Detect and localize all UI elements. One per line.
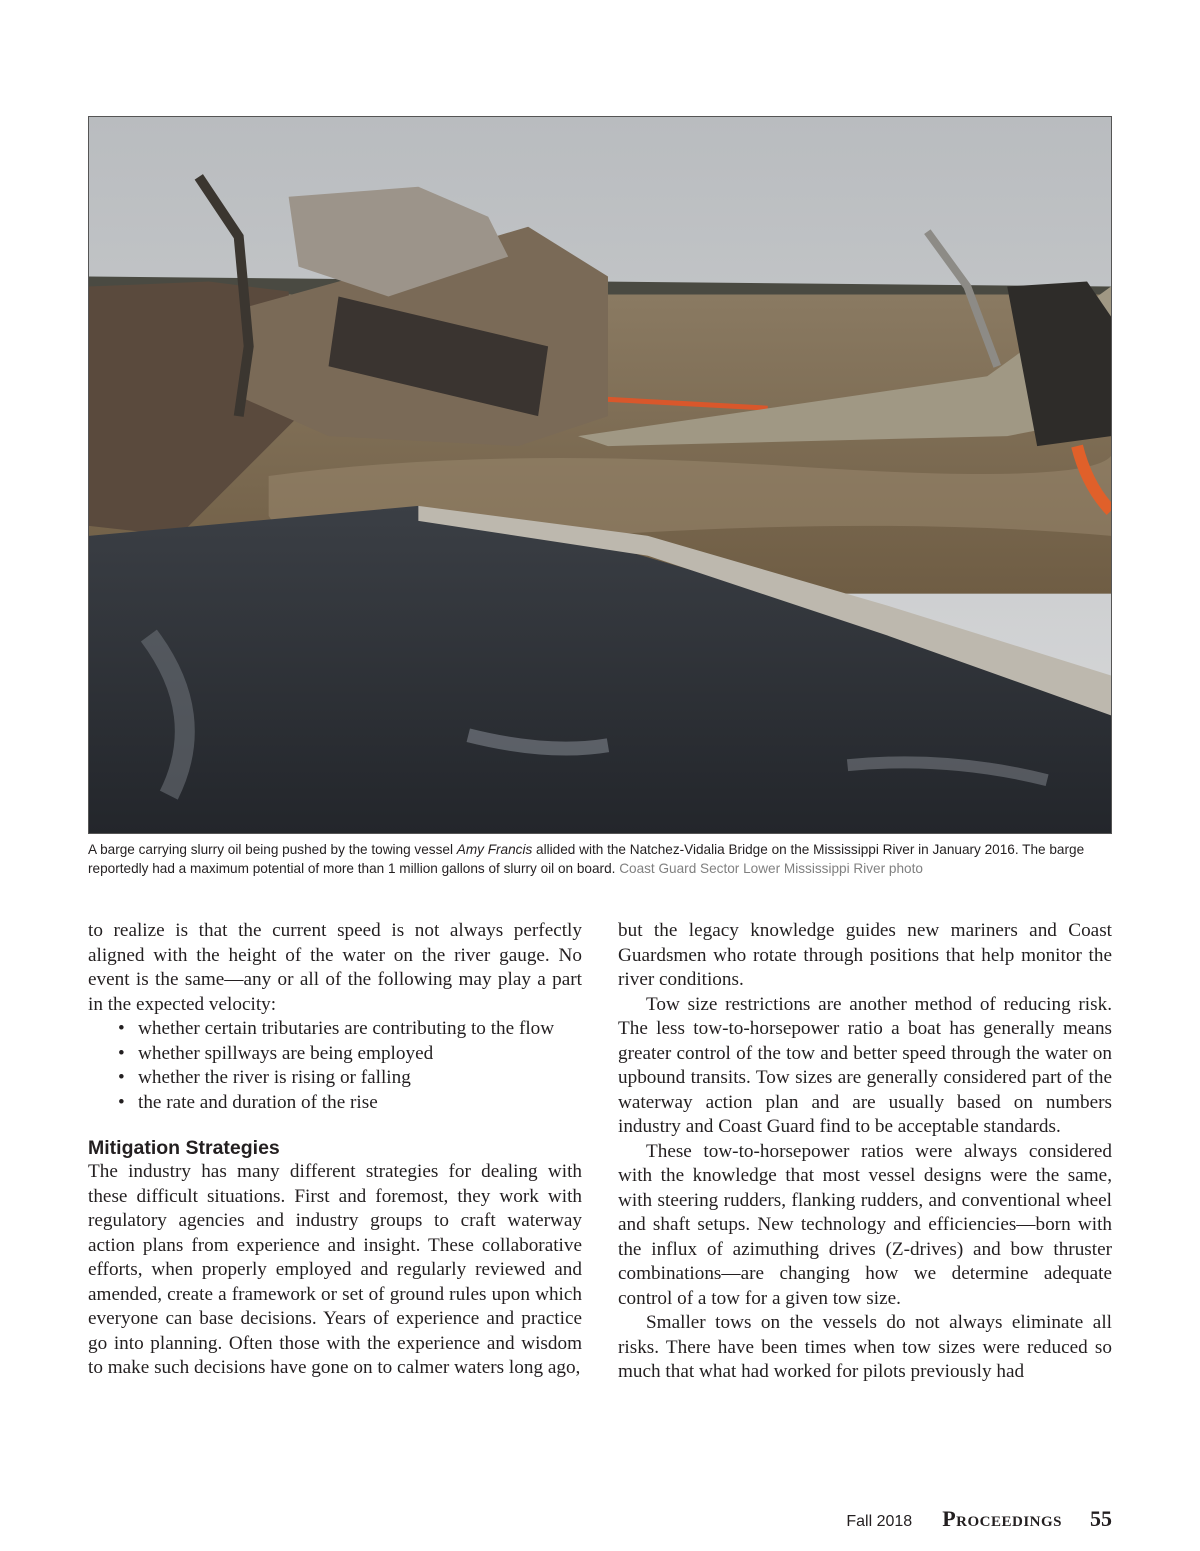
- list-item: • the rate and duration of the rise: [88, 1091, 582, 1116]
- list-item: • whether certain tributaries are contributing to the flow: [88, 1017, 582, 1042]
- page-footer: [846, 1506, 1112, 1532]
- left-intro-paragraph: to realize is that the current speed is not always perfectly aligned with the height of the water on the river gauge. No event is the same—any or all of the following may play a part in the expected velocity:: [88, 920, 582, 1015]
- right-paragraph: Tow size restrictions are another method of reducing risk. The less tow-to-horsepower ratio a boat has generally means greater control of the tow and better speed through the water on upbound transits. Tow sizes are generally considered part of the waterway action plan and are usually based on numbers industry and Coast Guard find to be acceptable standards.: [618, 993, 1112, 1137]
- right-column: [618, 919, 1112, 1385]
- issue-label: Fall 2018: [846, 1513, 913, 1530]
- velocity-factors-list: [88, 1017, 582, 1115]
- list-item: • whether spillways are being employed: [88, 1042, 582, 1067]
- mitigation-paragraph: The industry has many different strategies for dealing with these difficult situations. First and foremost, they work with regulatory agencies and industry groups to craft waterway action plans from experience and insight. These collaborative efforts, when properly employed and regularly reviewed and amended, create a framework or set of ground rules upon which everyone can base decisions. Years of experience and practice go into planning. Often those with the experience and wisdom to make such decisions have gone on to calmer waters long ago,: [88, 1161, 582, 1378]
- barge-wreck-photo: [88, 116, 1112, 834]
- list-item: • whether the river is rising or falling: [88, 1066, 582, 1091]
- photo-caption: [88, 840, 1114, 878]
- photo-illustration: [89, 117, 1111, 833]
- right-paragraph: but the legacy knowledge guides new mariners and Coast Guardsmen who rotate through positions that help monitor the river conditions.: [618, 920, 1112, 990]
- caption-text-after: allided with the Natchez-Vidalia Bridge on the Mississippi River in January 2016. The barge reportedly had a maximum potential of more than 1 million gallons of slurry oil on board.: [88, 842, 1085, 876]
- page-number: 55: [1090, 1506, 1112, 1531]
- right-paragraph: Smaller tows on the vessels do not always eliminate all risks. There have been times when tow sizes were reduced so much that what had worked for pilots previously had: [618, 1312, 1112, 1382]
- caption-vessel-name: Amy Francis: [456, 842, 533, 857]
- caption-text-before: A barge carrying slurry oil being pushed by the towing vessel: [88, 842, 457, 857]
- left-column: [88, 919, 582, 1381]
- right-paragraph: These tow-to-horsepower ratios were always considered with the knowledge that most vessel designs were the same, with steering rudders, flanking rudders, and conventional wheel and shaft setups. New technology and efficiencies—born with the influx of azimuthing drives (Z-drives) and bow thruster combinations—are changing how we determine adequate control of a tow for a given tow size.: [618, 1140, 1112, 1309]
- section-heading: Mitigation Strategies: [88, 1137, 280, 1159]
- magazine-title: Proceedings: [942, 1506, 1062, 1531]
- photo-credit: Coast Guard Sector Lower Mississippi River photo: [619, 861, 923, 876]
